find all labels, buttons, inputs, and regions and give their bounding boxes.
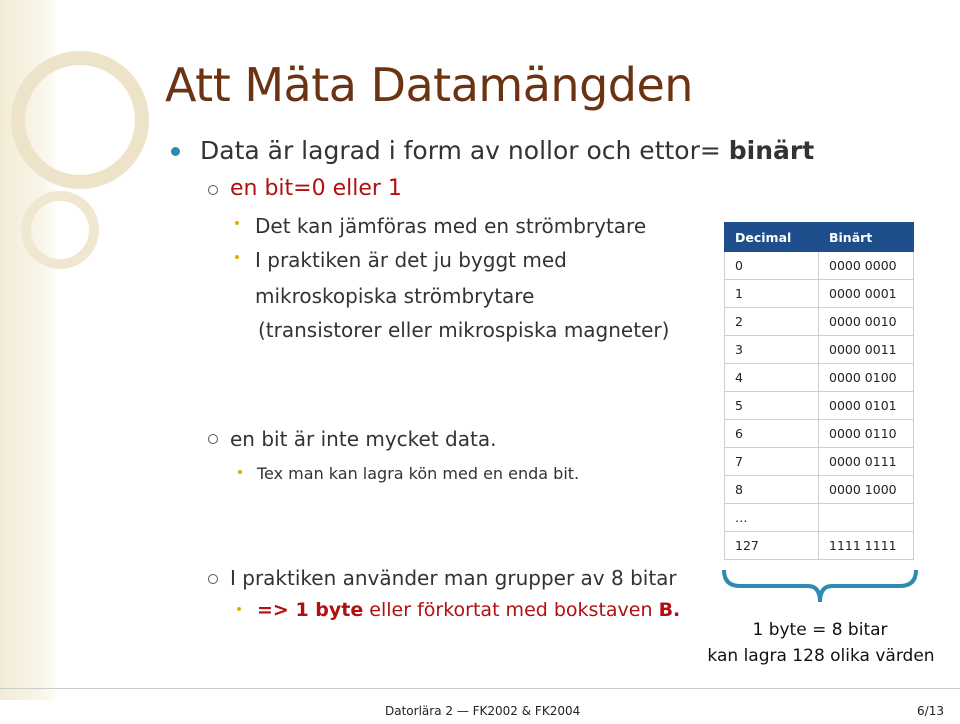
footer-course: Datorlära 2 — FK2002 & FK2004 (385, 704, 581, 718)
bullet-switch-comparison: Det kan jämföras med en strömbrytare (255, 214, 647, 238)
decimal-cell: 7 (725, 448, 819, 476)
bullet-binary-bold: binärt (728, 136, 815, 165)
table-row (725, 420, 914, 448)
table-row (725, 476, 914, 504)
binary-cell: 1111 1111 (819, 532, 914, 560)
bullet-small-icon (235, 255, 239, 259)
bullet-byte-definition (257, 599, 680, 621)
bullet-binary (200, 136, 814, 165)
decimal-cell: 6 (725, 420, 819, 448)
column-header-binary: Binärt (819, 223, 914, 252)
binary-table (724, 222, 914, 560)
binary-cell: 0000 0110 (819, 420, 914, 448)
decimal-cell: … (725, 504, 819, 532)
footer-page-number: 6/13 (917, 704, 944, 718)
byte-letter-b: B. (658, 599, 681, 621)
bullet-practice-line2: mikroskopiska strömbrytare (255, 284, 535, 308)
bullet-bit-definition: en bit=0 eller 1 (230, 176, 402, 201)
decimal-cell: 0 (725, 252, 819, 280)
bullet-groups-of-8: I praktiken använder man grupper av 8 bitar (230, 566, 677, 590)
bullet-bit-little-data: en bit är inte mycket data. (230, 427, 497, 451)
table-row (725, 504, 914, 532)
bullet-small-icon (237, 607, 241, 611)
bullet-ring-icon (208, 434, 218, 444)
byte-word: byte (315, 599, 364, 621)
byte-arrow-text: => 1 (257, 599, 316, 621)
table-header-row (725, 223, 914, 252)
table-row (725, 364, 914, 392)
binary-cell: 0000 0011 (819, 336, 914, 364)
decimal-cell: 4 (725, 364, 819, 392)
decimal-cell: 2 (725, 308, 819, 336)
bullet-binary-text: Data är lagrad i form av nollor och ettor= (200, 136, 729, 165)
bullet-practice-line3: (transistorer eller mikrospiska magneter) (258, 318, 670, 342)
decimal-cell: 3 (725, 336, 819, 364)
table-row (725, 448, 914, 476)
table-row (725, 392, 914, 420)
binary-cell: 0000 0111 (819, 448, 914, 476)
binary-cell (819, 504, 914, 532)
bullet-gender-example: Tex man kan lagra kön med en enda bit. (257, 464, 580, 483)
decimal-cell: 127 (725, 532, 819, 560)
bullet-practice-line1: I praktiken är det ju byggt med (255, 248, 567, 272)
binary-cell: 0000 0001 (819, 280, 914, 308)
caption-byte-bits: 1 byte = 8 bitar (752, 620, 888, 640)
table-row (725, 532, 914, 560)
binary-cell: 0000 0101 (819, 392, 914, 420)
table-row (725, 252, 914, 280)
binary-cell: 0000 1000 (819, 476, 914, 504)
bullet-small-icon (238, 470, 242, 474)
binary-cell: 0000 0100 (819, 364, 914, 392)
binary-cell: 0000 0000 (819, 252, 914, 280)
slide-title: Att Mäta Datamängden (165, 58, 693, 112)
caption-128-values: kan lagra 128 olika värden (707, 646, 935, 666)
table-row (725, 336, 914, 364)
bullet-ring-icon (208, 574, 218, 584)
column-header-decimal: Decimal (725, 223, 819, 252)
decimal-cell: 8 (725, 476, 819, 504)
decimal-cell: 5 (725, 392, 819, 420)
decorative-circles (0, 0, 160, 330)
bullet-small-icon (235, 221, 239, 225)
bullet-ring-icon (208, 185, 218, 195)
footer-divider (0, 688, 960, 689)
table-row (725, 308, 914, 336)
decimal-cell: 1 (725, 280, 819, 308)
curly-brace-icon (720, 568, 920, 606)
table-row (725, 280, 914, 308)
byte-abbrev-text: eller förkortat med bokstaven (363, 599, 659, 621)
binary-cell: 0000 0010 (819, 308, 914, 336)
bullet-dot-icon (171, 147, 180, 156)
